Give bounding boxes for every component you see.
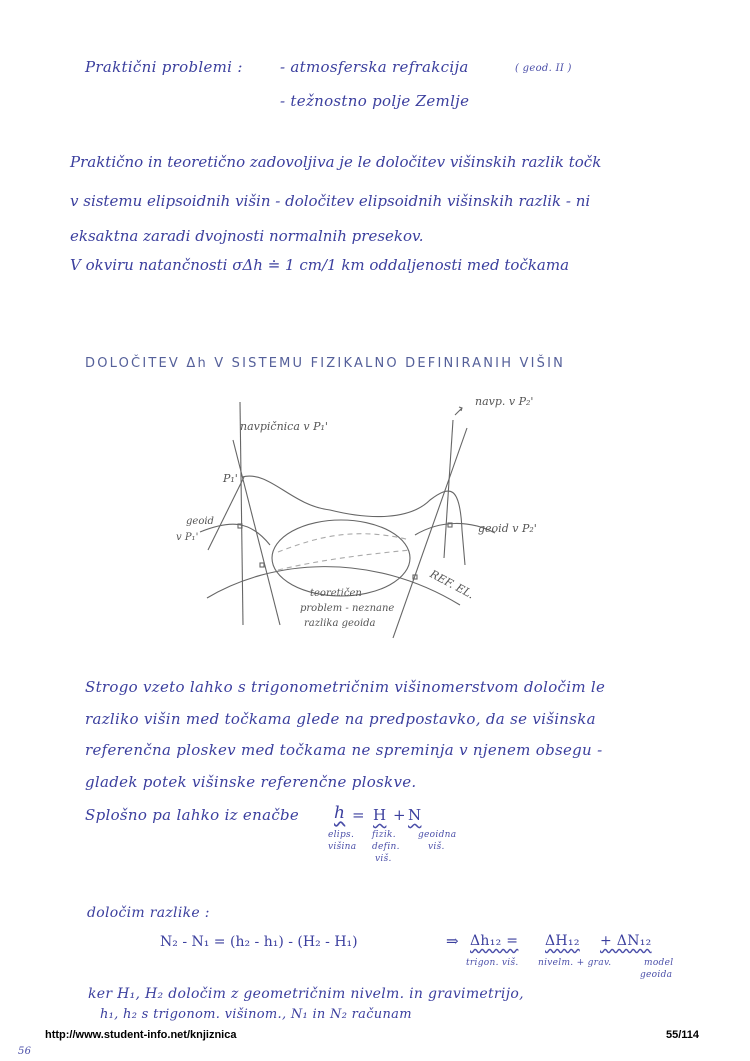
diagram-caption: problem - neznane	[300, 603, 395, 614]
equation-eq: =	[352, 806, 365, 824]
part3-dh: Δh₁₂ =	[470, 933, 519, 949]
part3-label: določim razlike :	[87, 905, 210, 921]
intro-item-1-note: ( geod. II )	[515, 63, 572, 74]
part3-note: nivelm. + grav.	[538, 958, 612, 968]
equation-note: fizik.	[372, 830, 396, 840]
geoid-2-label: geoid v P₂'	[478, 522, 537, 535]
equation-note: elips.	[328, 830, 355, 840]
dashed-undulation	[278, 534, 410, 570]
section-heading: DOLOČITEV Δh V SISTEMU FIZIKALNO DEFINIRANIH VIŠIN	[85, 356, 566, 371]
equation-note: geoidna	[418, 830, 457, 840]
geoid-1-label: geoid	[186, 516, 214, 527]
reference-ellipsoid	[207, 567, 460, 605]
footer-url-link[interactable]: http://www.student-info.net/knjiznica	[45, 1029, 237, 1041]
part3-formula: N₂ - N₁ = (h₂ - h₁) - (H₂ - H₁)	[160, 934, 358, 950]
para2-line: gladek potek višinske referenčne ploskve.	[85, 773, 417, 791]
part3-dN: + ΔN₁₂	[600, 933, 652, 949]
part3-line: h₁, h₂ s trigonom. višinom., N₁ in N₂ računam	[100, 1007, 412, 1022]
point-p1-label: P₁'	[223, 472, 238, 485]
page-number: 55/114	[666, 1029, 700, 1041]
page-mark: 56	[18, 1046, 32, 1057]
reference-ellipsoid-label: REF. EL.	[427, 567, 477, 602]
equation-N: N	[408, 806, 422, 824]
equation-note: viš.	[428, 842, 445, 852]
equation-note: višina	[328, 842, 357, 852]
tangent-line-1	[208, 477, 244, 550]
para1-line: v sistemu elipsoidnih višin - določitev elipsoidnih višinskih razlik - ni	[70, 192, 591, 210]
diagram-caption: teoretičen	[310, 588, 362, 599]
equation-plus: +	[393, 806, 406, 824]
part3-line: ker H₁, H₂ določim z geometričnim nivelm. in gravimetrijo,	[88, 986, 524, 1002]
geoid-1	[200, 524, 270, 545]
right-angle-mark	[260, 563, 264, 567]
intro-label: Praktični problemi :	[85, 58, 243, 76]
part3-note: geoida	[640, 970, 673, 980]
para1-line: Praktično in teoretično zadovoljiva je le določitev višinskih razlik točk	[70, 153, 602, 171]
part3-arrow: ⇒	[446, 932, 459, 950]
diagram-caption: razlika geoida	[304, 618, 376, 629]
para2-line: Splošno pa lahko iz enačbe	[85, 806, 300, 824]
plumb-line-2-label: navp. v P₂'	[475, 395, 534, 408]
equation-h: h	[334, 803, 346, 823]
para2-line: razliko višin med točkama glede na predpostavko, da se višinska	[85, 710, 596, 728]
equation-note: viš.	[375, 854, 392, 864]
plumb-line-1	[240, 402, 243, 625]
plumb-line-1-label: navpičnica v P₁'	[240, 420, 328, 433]
intro-item-1: - atmosferska refrakcija	[280, 58, 469, 76]
geoid-1-label-sub: v P₁'	[176, 532, 199, 543]
intro-item-2: - težnostno polje Zemlje	[280, 92, 470, 110]
para2-line: Strogo vzeto lahko s trigonometričnim višinomerstvom določim le	[85, 678, 606, 696]
para1-line: V okviru natančnosti σΔh ≐ 1 cm/1 km oddaljenosti med točkama	[70, 256, 570, 274]
equation-note: defin.	[372, 842, 400, 852]
para1-line: eksaktna zaradi dvojnosti normalnih presekov.	[70, 227, 424, 245]
arrow-icon	[455, 407, 462, 415]
normal-line-2	[393, 428, 467, 638]
part3-note: trigon. viš.	[466, 958, 519, 968]
part3-note: model	[644, 958, 674, 968]
para2-line: referenčna ploskev med točkama ne spreminja v njenem obsegu -	[85, 741, 603, 759]
equation-H: H	[373, 806, 387, 824]
part3-dh-capital: ΔH₁₂	[545, 933, 580, 949]
